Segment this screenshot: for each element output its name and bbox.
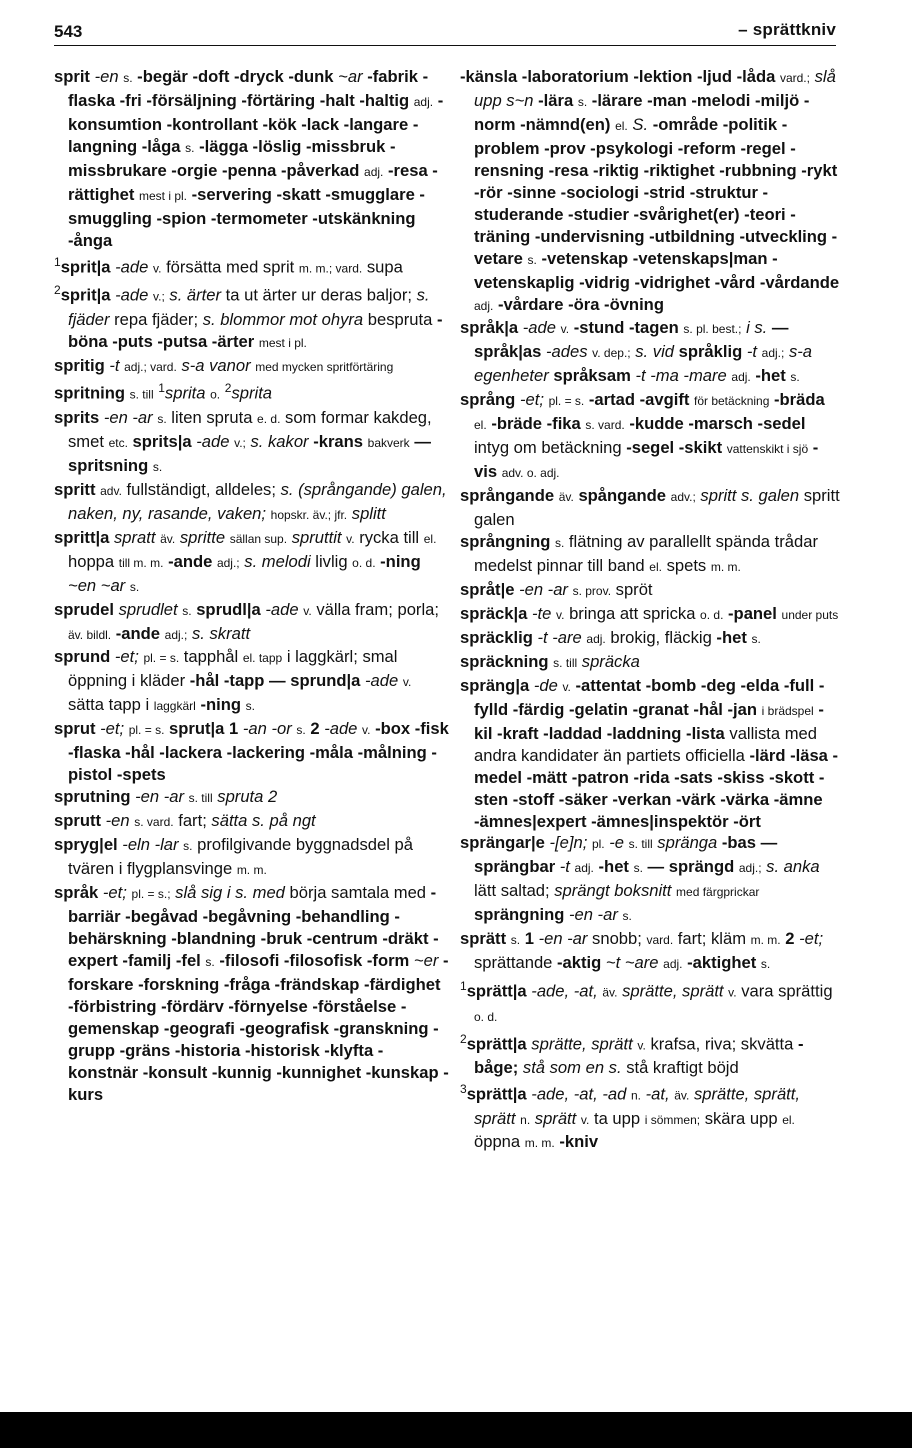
dictionary-entry: spritt|a spratt äv. spritte sällan sup. spruttit v. rycka till el. hoppa till m. m. -ande adj.; s. melodi livlig o. d. -ning ~en ~ar s.: [54, 527, 437, 595]
right-column: [460, 66, 840, 1155]
dictionary-entry: spritning s. till $^1$sprita o. $^2$sprita: [54, 381, 273, 403]
dictionary-entry: $^1$sprit|a -ade v. försätta med sprit m. m.; vard. supa: [54, 254, 403, 277]
dictionary-entry: språngande äv. spångande adv.; spritt s. galen spritt galen: [460, 486, 840, 530]
guide-word: – sprättkniv: [738, 20, 836, 39]
dictionary-entry: $^2$sprit|a -ade v.; s. ärter ta ut ärter ur deras baljor; s. fjäder repa fjäder; s. blommor mot ohyra bespruta -böna -puts -putsa -ärter mest i pl.: [54, 283, 443, 351]
dictionary-entry: sprits -en -ar s. liten spruta e. d. som formar kakdeg, smet etc. sprits|a -ade v.; s. kakor -krans bakverk — spritsning s.: [54, 407, 432, 475]
dictionary-entry: spritig -t adj.; vard. s-a vanor med mycken spritförtäring: [54, 355, 394, 375]
dictionary-entry: sprund -et; pl. = s. tapphål el. tapp i laggkärl; smal öppning i kläder -hål -tapp — sprund|a -ade v. sätta tapp i laggkärl -ning s.: [54, 647, 412, 715]
dictionary-entry: -känsla -laboratorium -lektion -ljud -låda vard.; slå upp s~n -lära s. -lärare -man -melodi -miljö -norm -nämnd(en) el. S. -område -politik -problem -prov -psykologi -reform -regel -rensning -resa -riktig -riktighet -rubbning -rykt -rör -sinne -sociologi -strid -struktur -studerande -studier -svårighet(er) -teori -träning -undervisning -utbildning -utveckling -vetare s. -vetenskap -vetenskaps|man -vetenskaplig -vidrig -vidrighet -vård -vårdande adj. -vårdare -öra -övning: [460, 67, 840, 314]
scan-bottom-edge: [0, 1412, 912, 1448]
dictionary-entry: sprudel sprudlet s. sprudl|a -ade v. välla fram; porla; äv. bildl. -ande adj.; s. skratt: [54, 599, 439, 643]
dictionary-entry: språt|e -en -ar s. prov. spröt: [460, 579, 653, 599]
dictionary-entry: $^2$sprätt|a sprätte, sprätt v. krafsa, riva; skvätta -båge; stå som en s. stå kraftigt böjd: [460, 1031, 804, 1078]
dictionary-entry: språngning s. flätning av parallellt spända trådar medelst pinnar till band el. spets m. m.: [460, 532, 818, 576]
dictionary-entry: $^3$sprätt|a -ade, -at, -ad n. -at, äv. sprätte, sprätt, sprätt n. sprätt v. ta upp i sömmen; skära upp el. öppna m. m. -kniv: [460, 1082, 800, 1152]
dictionary-entry: $^1$sprätt|a -ade, -at, äv. sprätte, sprätt v. vara sprättig o. d.: [460, 979, 833, 1024]
dictionary-entry: sprut -et; pl. = s. sprut|a 1 -an -or s. 2 -ade v. -box -fisk -flaska -hål -lackera -lackering -måla -målning -pistol -spets: [54, 719, 449, 785]
dictionary-entry: spräck|a -te v. bringa att spricka o. d. -panel under puts: [460, 603, 839, 623]
dictionary-entry: sprit -en s. -begär -doft -dryck -dunk ~ar -fabrik -flaska -fri -försäljning -förtäring -halt -haltig adj. -konsumtion -kontrollant -kök -lack -langare -langning -låga s. -lägga -löslig -missbruk -missbrukare -orgie -penna -påverkad adj. -resa -rättighet mest i pl. -servering -skatt -smugglare -smuggling -spion -termometer -utskänkning -ånga: [54, 67, 444, 250]
dictionary-entry: spräng|a -de v. -attentat -bomb -deg -elda -full -fylld -färdig -gelatin -granat -hål -jan i brädspel -kil -kraft -laddad -laddning -lista vallista med andra kandidater än partiets officiella -lärd -läsa -medel -mätt -patron -rida -sats -skiss -skott -sten -stoff -säker -verkan -värk -värka -ämne -ämnes|expert -ämnes|inspektör -ört: [460, 675, 839, 831]
dictionary-entry: spräcklig -t -are adj. brokig, fläckig -het s.: [460, 627, 761, 647]
header-rule: [54, 45, 836, 46]
page-header: [54, 16, 836, 46]
dictionary-entry: spräckning s. till spräcka: [460, 651, 640, 671]
dictionary-entry: sprutt -en s. vard. fart; sätta s. på ngt: [54, 811, 316, 831]
dictionary-entry: sprätt s. 1 -en -ar snobb; vard. fart; kläm m. m. 2 -et; sprättande -aktig ~t ~are adj. -aktighet s.: [460, 929, 824, 973]
dictionary-entry: sprutning -en -ar s. till spruta 2: [54, 787, 278, 807]
page-number: 543: [54, 22, 83, 41]
dictionary-entry: språk -et; pl. = s.; slå sig i s. med börja samtala med -barriär -begåvad -begåvning -behandling -behärskning -blandning -bruk -centrum -dräkt -expert -familj -fel s. -filosofi -filosofisk -form ~er -forskare -forskning -fråga -frändskap -färdighet -förbistring -fördärv -förnyelse -förståelse -gemenskap -geografi -geografisk -granskning -grupp -gräns -historia -historisk -klyfta -konstnär -konsult -kunnig -kunnighet -kunskap -kurs: [54, 883, 449, 1104]
left-column: [54, 66, 450, 1106]
dictionary-entry: språk|a -ade v. -stund -tagen s. pl. best.; i s. — språk|as -ades v. dep.; s. vid språklig -t adj.; s-a egenheter språksam -t -ma -mare adj. -het s.: [460, 318, 813, 386]
dictionary-entry: sprängar|e -[e]n; pl. -e s. till spränga -bas — sprängbar -t adj. -het s. — sprängd adj.; s. anka lätt saltad; sprängt boksnitt med färgprickar sprängning -en -ar s.: [460, 833, 820, 925]
dictionary-entry: spryg|el -eln -lar s. profilgivande byggnadsdel på tvären i flygplansvinge m. m.: [54, 835, 414, 879]
dictionary-entry: språng -et; pl. = s. -artad -avgift för betäckning -bräda el. -bräde -fika s. vard. -kudde -marsch -sedel intyg om betäckning -segel -skikt vattenskikt i sjö -vis adv. o. adj.: [460, 390, 825, 482]
dictionary-entry: spritt adv. fullständigt, alldeles; s. (språngande) galen, naken, ny, rasande, vaken; hopskr. äv.; jfr. splitt: [54, 479, 447, 523]
